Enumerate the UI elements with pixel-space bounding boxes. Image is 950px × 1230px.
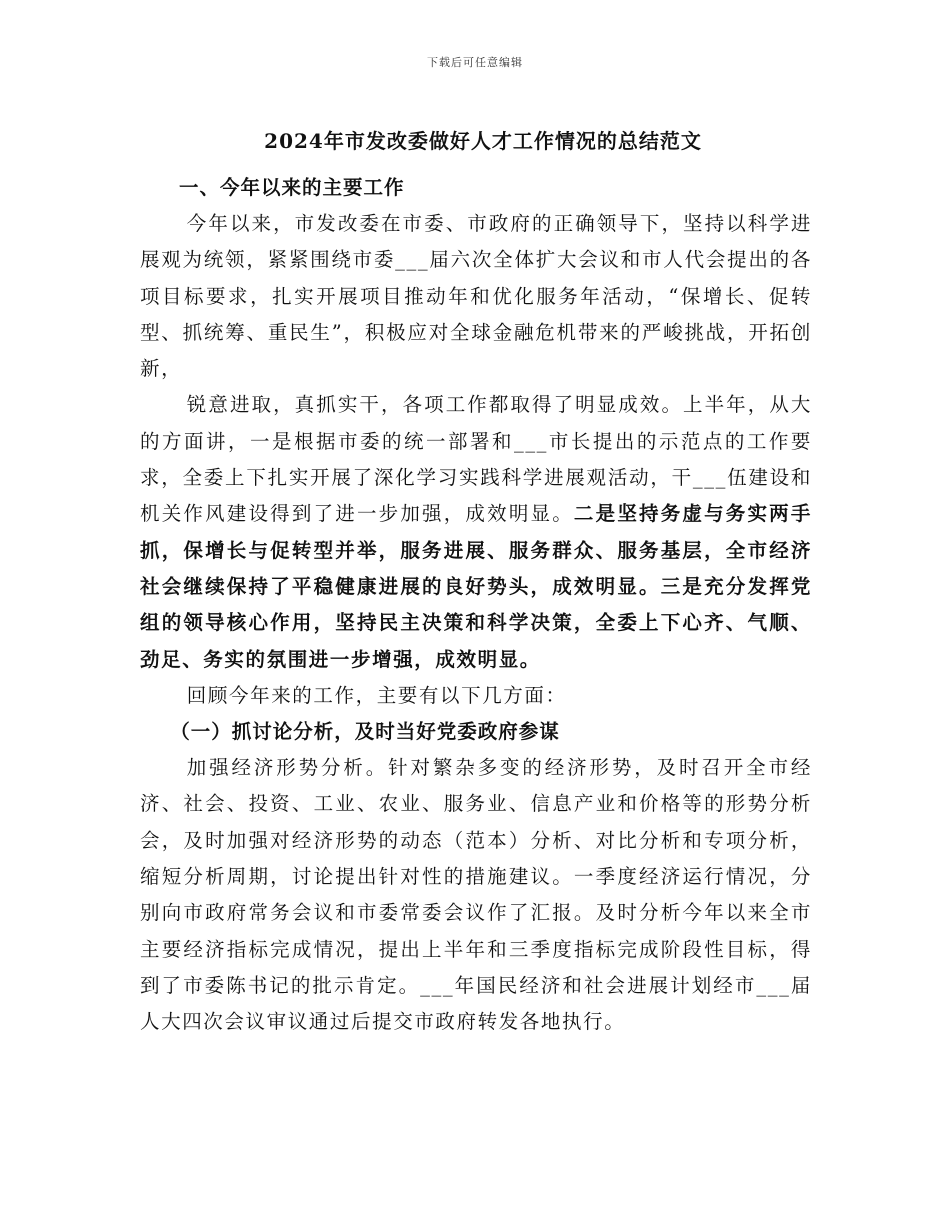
- paragraph-intro: 今年以来，市发改委在市委、市政府的正确领导下，坚持以科学进展观为统领，紧紧围绕市委___届六次全体扩大会议和市人代会提出的各项目标要求，扎实开展项目推动年和优化服务年活动，“保增长、促转型、抓统筹、重民生”，积极应对全球金融危机带来的严峻挑战，开拓创新，: [140, 212, 812, 381]
- paragraph-review: 回顾今年来的工作，主要有以下几方面：: [186, 683, 567, 707]
- paragraph-achievements-normal-text: 锐意进取，真抓实干，各项工作都取得了明显成效。上半年，从大的方面讲，一是根据市委的统一部署和___市长提出的示范点的工作要求，全委上下扎实开展了深化学习实践科学进展观活动，干___伍建设和机关作风建设得到了进一步加强，成效明显。: [140, 393, 812, 526]
- page-header-note: 下载后可任意编辑: [427, 56, 523, 69]
- subsection-heading-research-analysis: （一）抓讨论分析，及时当好党委政府参谋: [170, 720, 560, 744]
- paragraph-achievements-bold-text: 二是坚持务虚与务实两手抓，保增长与促转型并举，服务进展、服务群众、服务基层，全市经济社会继续保持了平稳健康进展的良好势头，成效明显。三是充分发挥党组的领导核心作用，坚持民主决策和科学决策，全委上下心齐、气顺、劲足、务实的氛围进一步增强，成效明显。: [140, 502, 812, 671]
- document-body: [140, 124, 812, 1041]
- paragraph-economic-analysis: 加强经济形势分析。针对繁杂多变的经济形势，及时召开全市经济、社会、投资、工业、农业、服务业、信息产业和价格等的形势分析会，及时加强对经济形势的动态（范本）分析、对比分析和专项分析，缩短分析周期，讨论提出针对性的措施建议。一季度经济运行情况，分别向市政府常务会议和市委常委会议作了汇报。及时分析今年以来全市主要经济指标完成情况，提出上半年和三季度指标完成阶段性目标，得到了市委陈书记的批示肯定。___年国民经济和社会进展计划经市___届人大四次会议审议通过后提交市政府转发各地执行。: [140, 756, 812, 1034]
- document-title: 2024年市发改委做好人才工作情况的总结范文: [264, 129, 702, 153]
- section-heading-main-work: 一、今年以来的主要工作: [179, 176, 405, 199]
- paragraph-achievements: [140, 387, 812, 677]
